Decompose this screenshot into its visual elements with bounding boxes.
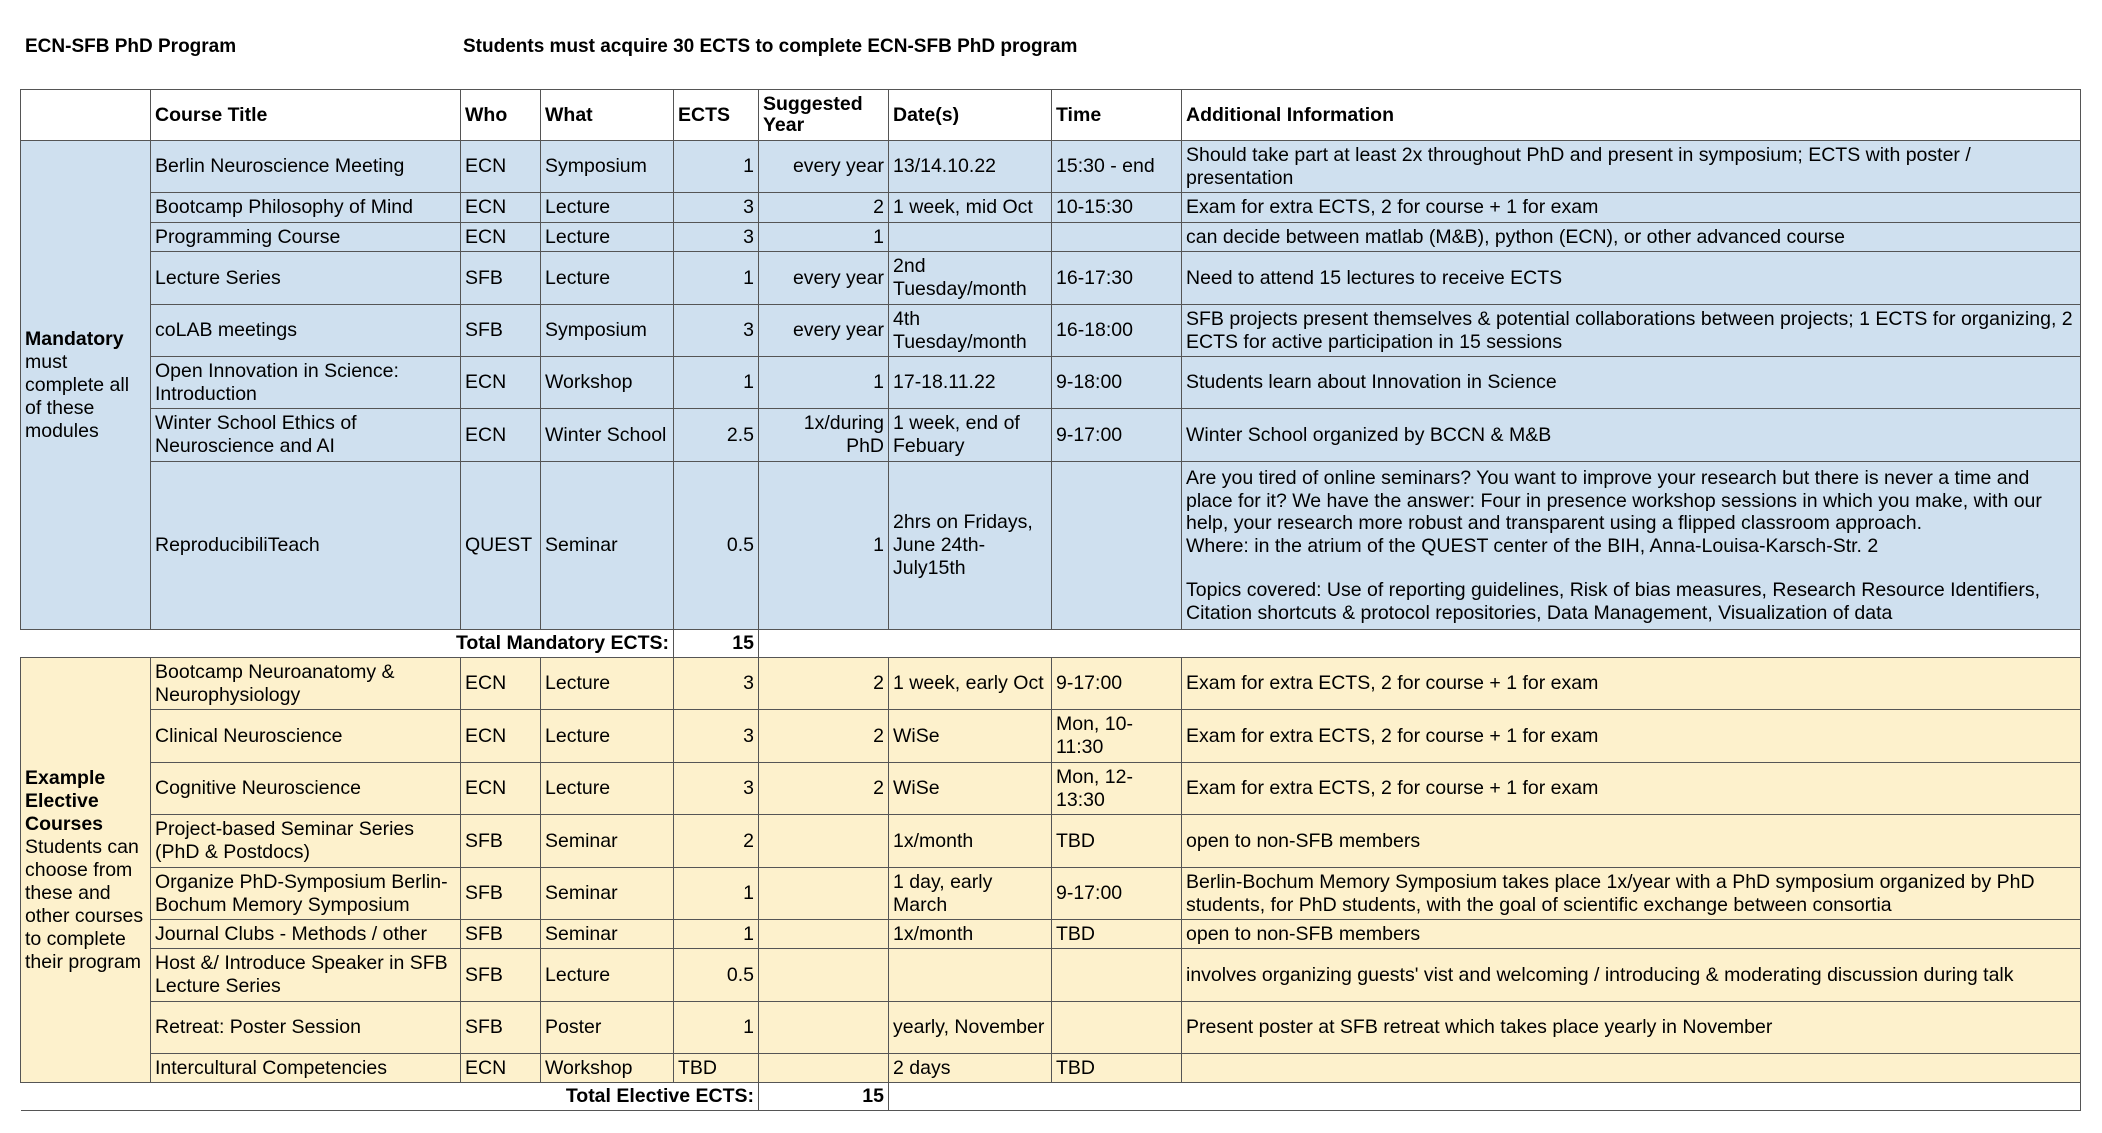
course-time: Mon, 10-11:30	[1052, 710, 1182, 763]
course-who: SFB	[461, 305, 541, 357]
course-info: SFB projects present themselves & potential collaborations between projects; 1 ECTS for organizing, 2 ECTS for active participation in 15 sessions	[1182, 305, 2081, 357]
requirement-note: Students must acquire 30 ECTS to complete ECN-SFB PhD program	[463, 36, 1078, 57]
program-title: ECN-SFB PhD Program	[25, 36, 237, 57]
col-ects: ECTS	[674, 90, 759, 141]
course-dates	[889, 223, 1052, 252]
course-year: 1	[759, 357, 889, 409]
course-what: Lecture	[541, 710, 674, 763]
course-dates: 17-18.11.22	[889, 357, 1052, 409]
course-what: Seminar	[541, 462, 674, 630]
course-who: ECN	[461, 409, 541, 462]
course-time: 9-17:00	[1052, 409, 1182, 462]
course-who: SFB	[461, 920, 541, 949]
course-who: ECN	[461, 141, 541, 193]
table-row	[21, 1054, 2081, 1083]
course-ects: 1	[674, 868, 759, 920]
total-blank	[759, 630, 2081, 658]
table-row	[21, 357, 2081, 409]
table-row	[21, 462, 2081, 630]
course-title: Berlin Neuroscience Meeting	[151, 141, 461, 193]
course-dates: WiSe	[889, 710, 1052, 763]
course-what: Lecture	[541, 763, 674, 815]
course-dates: 4th Tuesday/month	[889, 305, 1052, 357]
course-dates: 2nd Tuesday/month	[889, 252, 1052, 305]
mandatory-description: must complete all of these modules	[25, 350, 130, 442]
course-info: involves organizing guests' vist and welcoming / introducing & moderating discussion during talk	[1182, 949, 2081, 1002]
elective-total-value: 15	[759, 1083, 889, 1111]
course-time	[1052, 223, 1182, 252]
course-time: 9-17:00	[1052, 658, 1182, 710]
col-dates: Date(s)	[889, 90, 1052, 141]
course-year: 2	[759, 193, 889, 223]
course-time	[1052, 1002, 1182, 1054]
course-info	[1182, 462, 2081, 630]
mandatory-total-value: 15	[674, 630, 759, 658]
table-row	[21, 920, 2081, 949]
course-dates: 1x/month	[889, 920, 1052, 949]
course-who: ECN	[461, 223, 541, 252]
course-title: Winter School Ethics of Neuroscience and AI	[151, 409, 461, 462]
table-row	[21, 1002, 2081, 1054]
course-year	[759, 1002, 889, 1054]
course-year: 1	[759, 223, 889, 252]
course-year	[759, 868, 889, 920]
course-who: SFB	[461, 252, 541, 305]
course-year: every year	[759, 305, 889, 357]
course-time: 10-15:30	[1052, 193, 1182, 223]
elective-total-row	[21, 1083, 2081, 1111]
course-time	[1052, 949, 1182, 1002]
course-what: Winter School	[541, 409, 674, 462]
course-who: SFB	[461, 949, 541, 1002]
info-location: Where: in the atrium of the QUEST center of the BIH, Anna-Louisa-Karsch-Str. 2	[1186, 534, 1879, 557]
course-ects: 1	[674, 357, 759, 409]
course-ects: 1	[674, 1002, 759, 1054]
mandatory-heading: Mandatory	[25, 327, 124, 350]
course-time: TBD	[1052, 1054, 1182, 1083]
course-what: Lecture	[541, 252, 674, 305]
table-row	[21, 815, 2081, 868]
course-dates: WiSe	[889, 763, 1052, 815]
elective-total-label: Total Elective ECTS:	[21, 1083, 759, 1111]
course-title: Clinical Neuroscience	[151, 710, 461, 763]
total-blank	[889, 1083, 2081, 1111]
course-who: SFB	[461, 815, 541, 868]
course-dates: 2 days	[889, 1054, 1052, 1083]
course-what: Poster	[541, 1002, 674, 1054]
course-title: Cognitive Neuroscience	[151, 763, 461, 815]
course-time: 16-18:00	[1052, 305, 1182, 357]
course-ects: 2	[674, 815, 759, 868]
course-who: SFB	[461, 868, 541, 920]
course-title: Programming Course	[151, 223, 461, 252]
course-year: every year	[759, 141, 889, 193]
course-ects: 3	[674, 305, 759, 357]
course-time: 16-17:30	[1052, 252, 1182, 305]
course-year	[759, 949, 889, 1002]
course-dates: 2hrs on Fridays, June 24th-July15th	[889, 462, 1052, 630]
col-time: Time	[1052, 90, 1182, 141]
course-dates: 13/14.10.22	[889, 141, 1052, 193]
course-info: open to non-SFB members	[1182, 920, 2081, 949]
course-year	[759, 815, 889, 868]
course-info: Winter School organized by BCCN & M&B	[1182, 409, 2081, 462]
course-ects: 3	[674, 763, 759, 815]
course-time: TBD	[1052, 815, 1182, 868]
course-year: 2	[759, 710, 889, 763]
header-row	[21, 90, 2081, 141]
course-ects: 3	[674, 658, 759, 710]
course-title: Host &/ Introduce Speaker in SFB Lecture Series	[151, 949, 461, 1002]
mandatory-total-row	[21, 630, 2081, 658]
course-info: Should take part at least 2x throughout PhD and present in symposium; ECTS with poster / presentation	[1182, 141, 2081, 193]
elective-heading: Example Elective Courses	[25, 766, 106, 835]
course-what: Symposium	[541, 141, 674, 193]
course-title: Bootcamp Neuroanatomy & Neurophysiology	[151, 658, 461, 710]
course-time: Mon, 12-13:30	[1052, 763, 1182, 815]
course-year: 1x/during PhD	[759, 409, 889, 462]
course-ects: 3	[674, 193, 759, 223]
course-what: Seminar	[541, 868, 674, 920]
course-ects: 1	[674, 920, 759, 949]
course-info: Berlin-Bochum Memory Symposium takes place 1x/year with a PhD symposium organized by PhD students, for PhD students, with the goal of scientific exchange between consortia	[1182, 868, 2081, 920]
course-ects: 0.5	[674, 462, 759, 630]
course-year: 2	[759, 658, 889, 710]
col-who: Who	[461, 90, 541, 141]
col-course-title: Course Title	[151, 90, 461, 141]
course-title: Bootcamp Philosophy of Mind	[151, 193, 461, 223]
info-paragraph: Are you tired of online seminars? You want to improve your research but there is never a time and place for it? We have the answer: Four in presence workshop sessions in which you make, with our help, your research more robust and transparent using a flipped classroom approach.	[1186, 467, 2042, 534]
course-title: Journal Clubs - Methods / other	[151, 920, 461, 949]
table-row	[21, 658, 2081, 710]
course-year	[759, 920, 889, 949]
course-ects: 1	[674, 252, 759, 305]
course-what: Lecture	[541, 949, 674, 1002]
course-who: ECN	[461, 193, 541, 223]
course-table	[20, 89, 2081, 1111]
course-who: ECN	[461, 658, 541, 710]
course-time: TBD	[1052, 920, 1182, 949]
course-time: 9-18:00	[1052, 357, 1182, 409]
course-who: QUEST	[461, 462, 541, 630]
course-info: Exam for extra ECTS, 2 for course + 1 for exam	[1182, 710, 2081, 763]
course-what: Lecture	[541, 193, 674, 223]
course-who: ECN	[461, 710, 541, 763]
course-what: Workshop	[541, 357, 674, 409]
course-ects: 3	[674, 223, 759, 252]
table-row	[21, 868, 2081, 920]
course-time: 15:30 - end	[1052, 141, 1182, 193]
course-dates: 1 week, end of Febuary	[889, 409, 1052, 462]
course-dates: yearly, November	[889, 1002, 1052, 1054]
course-info: Students learn about Innovation in Science	[1182, 357, 2081, 409]
table-row	[21, 252, 2081, 305]
course-who: ECN	[461, 763, 541, 815]
course-who: ECN	[461, 357, 541, 409]
course-who: SFB	[461, 1002, 541, 1054]
table-row	[21, 223, 2081, 252]
table-row	[21, 949, 2081, 1002]
col-additional-info: Additional Information	[1182, 90, 2081, 141]
course-year: every year	[759, 252, 889, 305]
course-what: Workshop	[541, 1054, 674, 1083]
table-row	[21, 141, 2081, 193]
course-time	[1052, 462, 1182, 630]
course-time: 9-17:00	[1052, 868, 1182, 920]
elective-section-label	[21, 658, 151, 1083]
course-dates: 1 week, early Oct	[889, 658, 1052, 710]
course-info: can decide between matlab (M&B), python (ECN), or other advanced course	[1182, 223, 2081, 252]
course-ects: 0.5	[674, 949, 759, 1002]
course-dates: 1 week, mid Oct	[889, 193, 1052, 223]
elective-description: Students can choose from these and other courses to complete their program	[25, 835, 144, 973]
table-row	[21, 193, 2081, 223]
course-title: Retreat: Poster Session	[151, 1002, 461, 1054]
course-ects: 2.5	[674, 409, 759, 462]
course-what: Seminar	[541, 920, 674, 949]
course-title: Intercultural Competencies	[151, 1054, 461, 1083]
table-row	[21, 409, 2081, 462]
course-title: Open Innovation in Science: Introduction	[151, 357, 461, 409]
course-ects: 1	[674, 141, 759, 193]
course-dates	[889, 949, 1052, 1002]
course-year: 2	[759, 763, 889, 815]
course-title: ReproducibiliTeach	[151, 462, 461, 630]
col-suggested-year: Suggested Year	[759, 90, 889, 141]
header-blank	[21, 90, 151, 141]
course-what: Lecture	[541, 658, 674, 710]
table-row	[21, 763, 2081, 815]
course-info	[1182, 1054, 2081, 1083]
course-ects: TBD	[674, 1054, 759, 1083]
course-what: Lecture	[541, 223, 674, 252]
course-year	[759, 1054, 889, 1083]
course-dates: 1x/month	[889, 815, 1052, 868]
course-title: coLAB meetings	[151, 305, 461, 357]
course-title: Project-based Seminar Series (PhD & Postdocs)	[151, 815, 461, 868]
col-what: What	[541, 90, 674, 141]
course-what: Symposium	[541, 305, 674, 357]
table-row	[21, 305, 2081, 357]
table-row	[21, 710, 2081, 763]
course-info: open to non-SFB members	[1182, 815, 2081, 868]
info-topics: Topics covered: Use of reporting guidelines, Risk of bias measures, Research Resource Identifiers, Citation shortcuts & protocol repositories, Data Management, Visualization of data	[1186, 579, 2041, 624]
course-info: Need to attend 15 lectures to receive ECTS	[1182, 252, 2081, 305]
course-title: Lecture Series	[151, 252, 461, 305]
course-info: Exam for extra ECTS, 2 for course + 1 for exam	[1182, 763, 2081, 815]
course-ects: 3	[674, 710, 759, 763]
course-dates: 1 day, early March	[889, 868, 1052, 920]
mandatory-section-label	[21, 141, 151, 630]
course-info: Exam for extra ECTS, 2 for course + 1 for exam	[1182, 193, 2081, 223]
course-title: Organize PhD-Symposium Berlin-Bochum Memory Symposium	[151, 868, 461, 920]
course-what: Seminar	[541, 815, 674, 868]
course-who: ECN	[461, 1054, 541, 1083]
course-info: Present poster at SFB retreat which takes place yearly in November	[1182, 1002, 2081, 1054]
course-year: 1	[759, 462, 889, 630]
mandatory-total-label: Total Mandatory ECTS:	[21, 630, 674, 658]
course-info: Exam for extra ECTS, 2 for course + 1 for exam	[1182, 658, 2081, 710]
